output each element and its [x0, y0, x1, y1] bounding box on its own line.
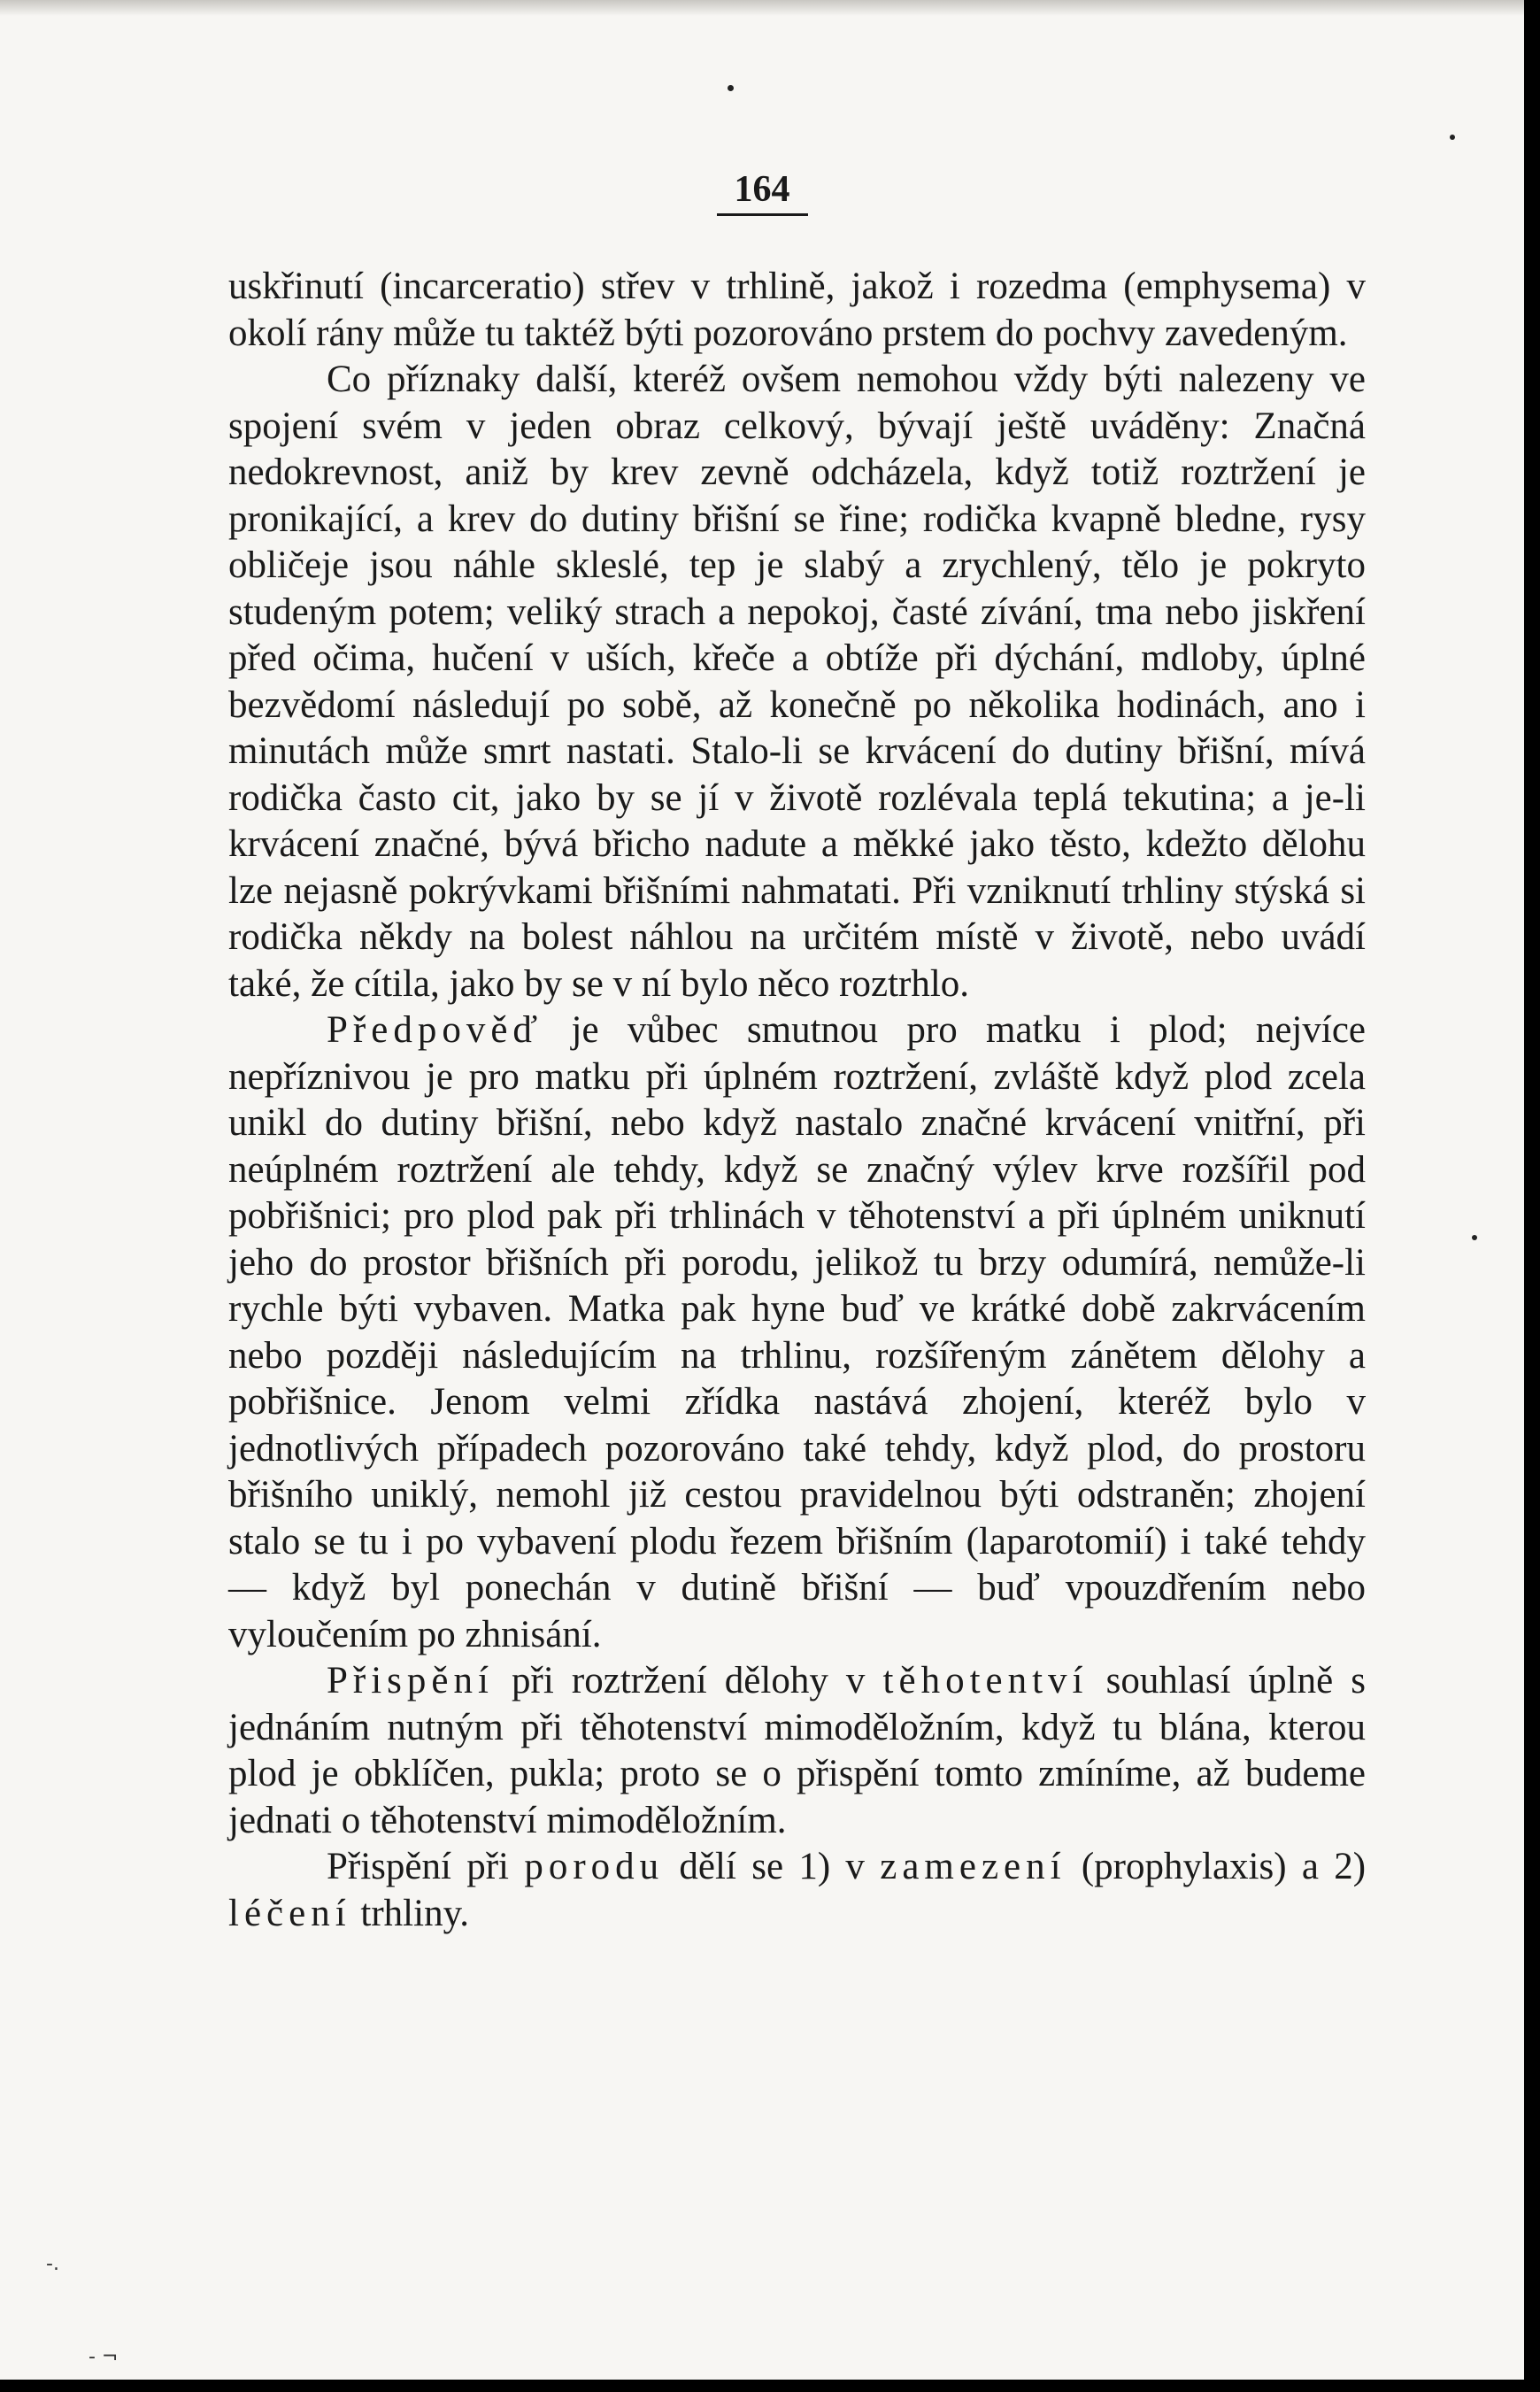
- scan-speck: [728, 85, 734, 91]
- paragraph-4-lead: Přispění: [327, 1660, 494, 1701]
- paragraph-5-d: trhliny.: [350, 1892, 470, 1934]
- paragraph-5: [228, 1844, 1366, 1937]
- page-number-text: 164: [717, 169, 808, 216]
- paragraph-2: Co příznaky další, kteréž ovšem nemohou vždy býti nalezeny ve spojení svém v jeden obraz celkový, bývají ještě uváděny: Značná nedokrevnost, aniž by krev zevně odcházela, když totiž roztržení je pronikající, a krev do dutiny břišní se řine; rodička kvapně bledne, rysy obličeje jsou náhle skleslé, tep je slabý a zrychlený, tělo je pokryto studeným potem; veliký strach a nepokoj, časté zívání, tma nebo jiskření před očima, hučení v uších, křeče a obtíže při dýchání, mdloby, úplné bezvědomí následují po sobě, až konečně po několika hodinách, ano i minutách může smrt nastati. Stalo-li se krvácení do dutiny břišní, mívá rodička často cit, jako by se jí v životě rozlévala teplá tekutina; a je-li krvácení značné, bývá břicho nadute a měkké jako těsto, kdežto dělohu lze nejasně pokrývkami břišními nahmatati. Při vzniknutí trhliny stýská si rodička někdy na bolest náhlou na určitém místě v životě, nebo uvádí také, že cítila, jako by se v ní bylo něco roztrhlo.: [228, 359, 1366, 1005]
- scan-mark: - ¬: [89, 2346, 119, 2368]
- paragraph-5-leceni: léčení: [228, 1892, 351, 1934]
- paragraph-5-a: Přispění při: [327, 1846, 525, 1887]
- paragraph-4-mid: při roztržení dělohy v: [493, 1660, 883, 1701]
- body-text: [228, 264, 1366, 1937]
- scan-edge-shadow: [0, 0, 1524, 16]
- paragraph-5-c: (prophylaxis) a 2): [1066, 1846, 1367, 1887]
- paragraph-1: uskřinutí (incarceratio) střev v trhlině, jakož i rozedma (emphysema) v okolí rány může tu taktéž býti pozorováno prstem do pochvy zavedeným.: [228, 266, 1366, 354]
- paragraph-3-lead: Předpověď: [327, 1009, 543, 1051]
- page-number: [0, 168, 1524, 211]
- paragraph-3-text: je vůbec smutnou pro matku i plod; nejvíce nepříznivou je pro matku při úplném roztržení, zvláště když plod zcela unikl do dutiny břišní, nebo když nastalo značné krvácení vnitřní, při neúplném roztržení ale tehdy, když se značný výlev krve rozšířil pod pobřišnici; pro plod pak při trhlinách v těhotenství a při úplném uniknutí jeho do prostor břišních při porodu, jelikož tu brzy odumírá, nemůže-li rychle býti vybaven. Matka pak hyne buď ve krátké době zakrvácením nebo později následujícím na trhlinu, rozšířeným zánětem dělohy a pobřišnice. Jenom velmi zřídka nastává zhojení, kteréž bylo v jednotlivých případech pozorováno také tehdy, když plod, do prostoru břišního uniklý, nemohl již cestou pravidelnou býti odstraněn; zhojení stalo se tu i po vybavení plodu řezem břišním (laparotomií) i také tehdy — když byl ponechán v dutině břišní — buď vpouzdřením nebo vyloučením po zhnisání.: [228, 1009, 1366, 1655]
- paragraph-5-zamezeni: zamezení: [880, 1846, 1066, 1887]
- paragraph-4: [228, 1658, 1366, 1844]
- paragraph-4-text: souhlasí úplně s jednáním nutným při těhotenství mimoděložním, když tu blána, kterou plod je obklíčen, pukla; proto se o přispění tomto zmíníme, až budeme jednati o těhotenství mimoděložním.: [228, 1660, 1366, 1841]
- scan-speck: [1450, 135, 1455, 140]
- paragraph-4-spaced: těhotentví: [882, 1660, 1089, 1701]
- paragraph-5-b: dělí se 1) v: [664, 1846, 881, 1887]
- paragraph-3: [228, 1007, 1366, 1658]
- scan-speck: [1472, 1235, 1477, 1240]
- scan-mark: -.: [46, 2253, 59, 2275]
- paragraph-5-porodu: porodu: [524, 1846, 665, 1887]
